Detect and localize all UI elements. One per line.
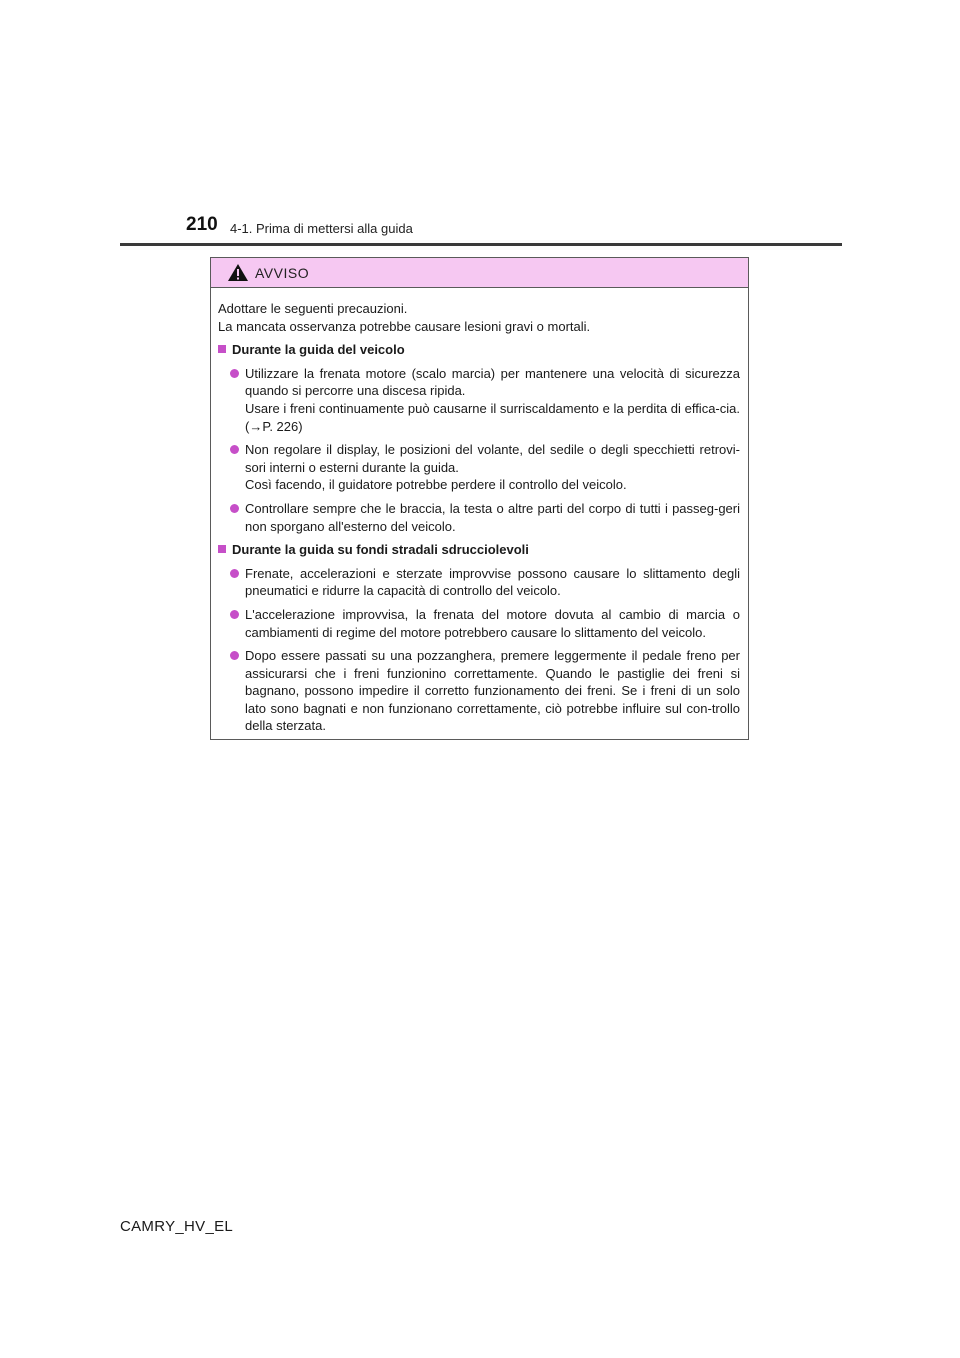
circle-bullet-icon — [230, 504, 239, 513]
warning-header — [211, 258, 748, 288]
warning-title: AVVISO — [255, 264, 310, 281]
section-title: 4-1. Prima di mettersi alla guida — [230, 221, 413, 236]
square-bullet-icon — [218, 345, 226, 353]
square-bullet-icon — [218, 545, 226, 553]
circle-bullet-icon — [230, 651, 239, 660]
item-text: Usare i freni continuamente può causarne il surriscaldamento e la perdita di effica-cia. (→P. 226) — [245, 400, 740, 434]
circle-bullet-icon — [230, 445, 239, 454]
page-number: 210 — [186, 214, 218, 235]
list-item — [230, 565, 740, 600]
section-heading-text: Durante la guida del veicolo — [232, 342, 405, 358]
list-item — [230, 365, 740, 435]
circle-bullet-icon — [230, 569, 239, 578]
item-text: Dopo essere passati su una pozzanghera, premere leggermente il pedale freno per assicurarsi che i freni funzionino correttamente. Quando le pastiglie dei freni si bagnano, possono impedire il corretto funzionamento dei freni. Se i freni di un solo lato sono bagnati e non funzionano correttamente, ciò potrebbe influire sul con-trollo della sterzata. — [245, 648, 740, 734]
item-text: Controllare sempre che le braccia, la testa o altre parti del corpo di tutti i passeg-geri non sporgano all'esterno del veicolo. — [245, 500, 740, 534]
item-text: Utilizzare la frenata motore (scalo marcia) per mantenere una velocità di sicurezza quando si percorre una discesa ripida. — [245, 365, 740, 399]
circle-bullet-icon — [230, 610, 239, 619]
item-text: Non regolare il display, le posizioni del volante, del sedile o degli specchietti retrovi-sori interni o esterni durante la guida. — [245, 442, 740, 475]
warning-triangle-icon — [227, 263, 249, 282]
intro-line: Adottare le seguenti precauzioni. — [218, 301, 408, 316]
list-item — [230, 441, 740, 494]
header-divider — [120, 243, 842, 246]
item-text: Così facendo, il guidatore potrebbe perdere il controllo del veicolo. — [245, 477, 627, 493]
list-item — [230, 500, 740, 535]
list-item — [230, 647, 740, 735]
warning-body — [211, 288, 748, 735]
warning-box — [210, 257, 749, 740]
list-item — [230, 606, 740, 641]
section-heading — [218, 341, 740, 359]
section-heading-text: Durante la guida su fondi stradali sdrucciolevoli — [232, 542, 529, 558]
footer-label: CAMRY_HV_EL — [120, 1218, 234, 1235]
circle-bullet-icon — [230, 369, 239, 378]
item-text: Frenate, accelerazioni e sterzate improvvise possono causare lo slittamento degli pneumatici e ridurre la capacità di controllo del veicolo. — [245, 565, 740, 599]
section-heading — [218, 541, 740, 559]
item-text: L'accelerazione improvvisa, la frenata del motore dovuta al cambio di marcia o cambiamenti di regime del motore potrebbero causare lo slittamento del veicolo. — [245, 606, 740, 640]
intro-line: La mancata osservanza potrebbe causare lesioni gravi o mortali. — [218, 318, 591, 334]
